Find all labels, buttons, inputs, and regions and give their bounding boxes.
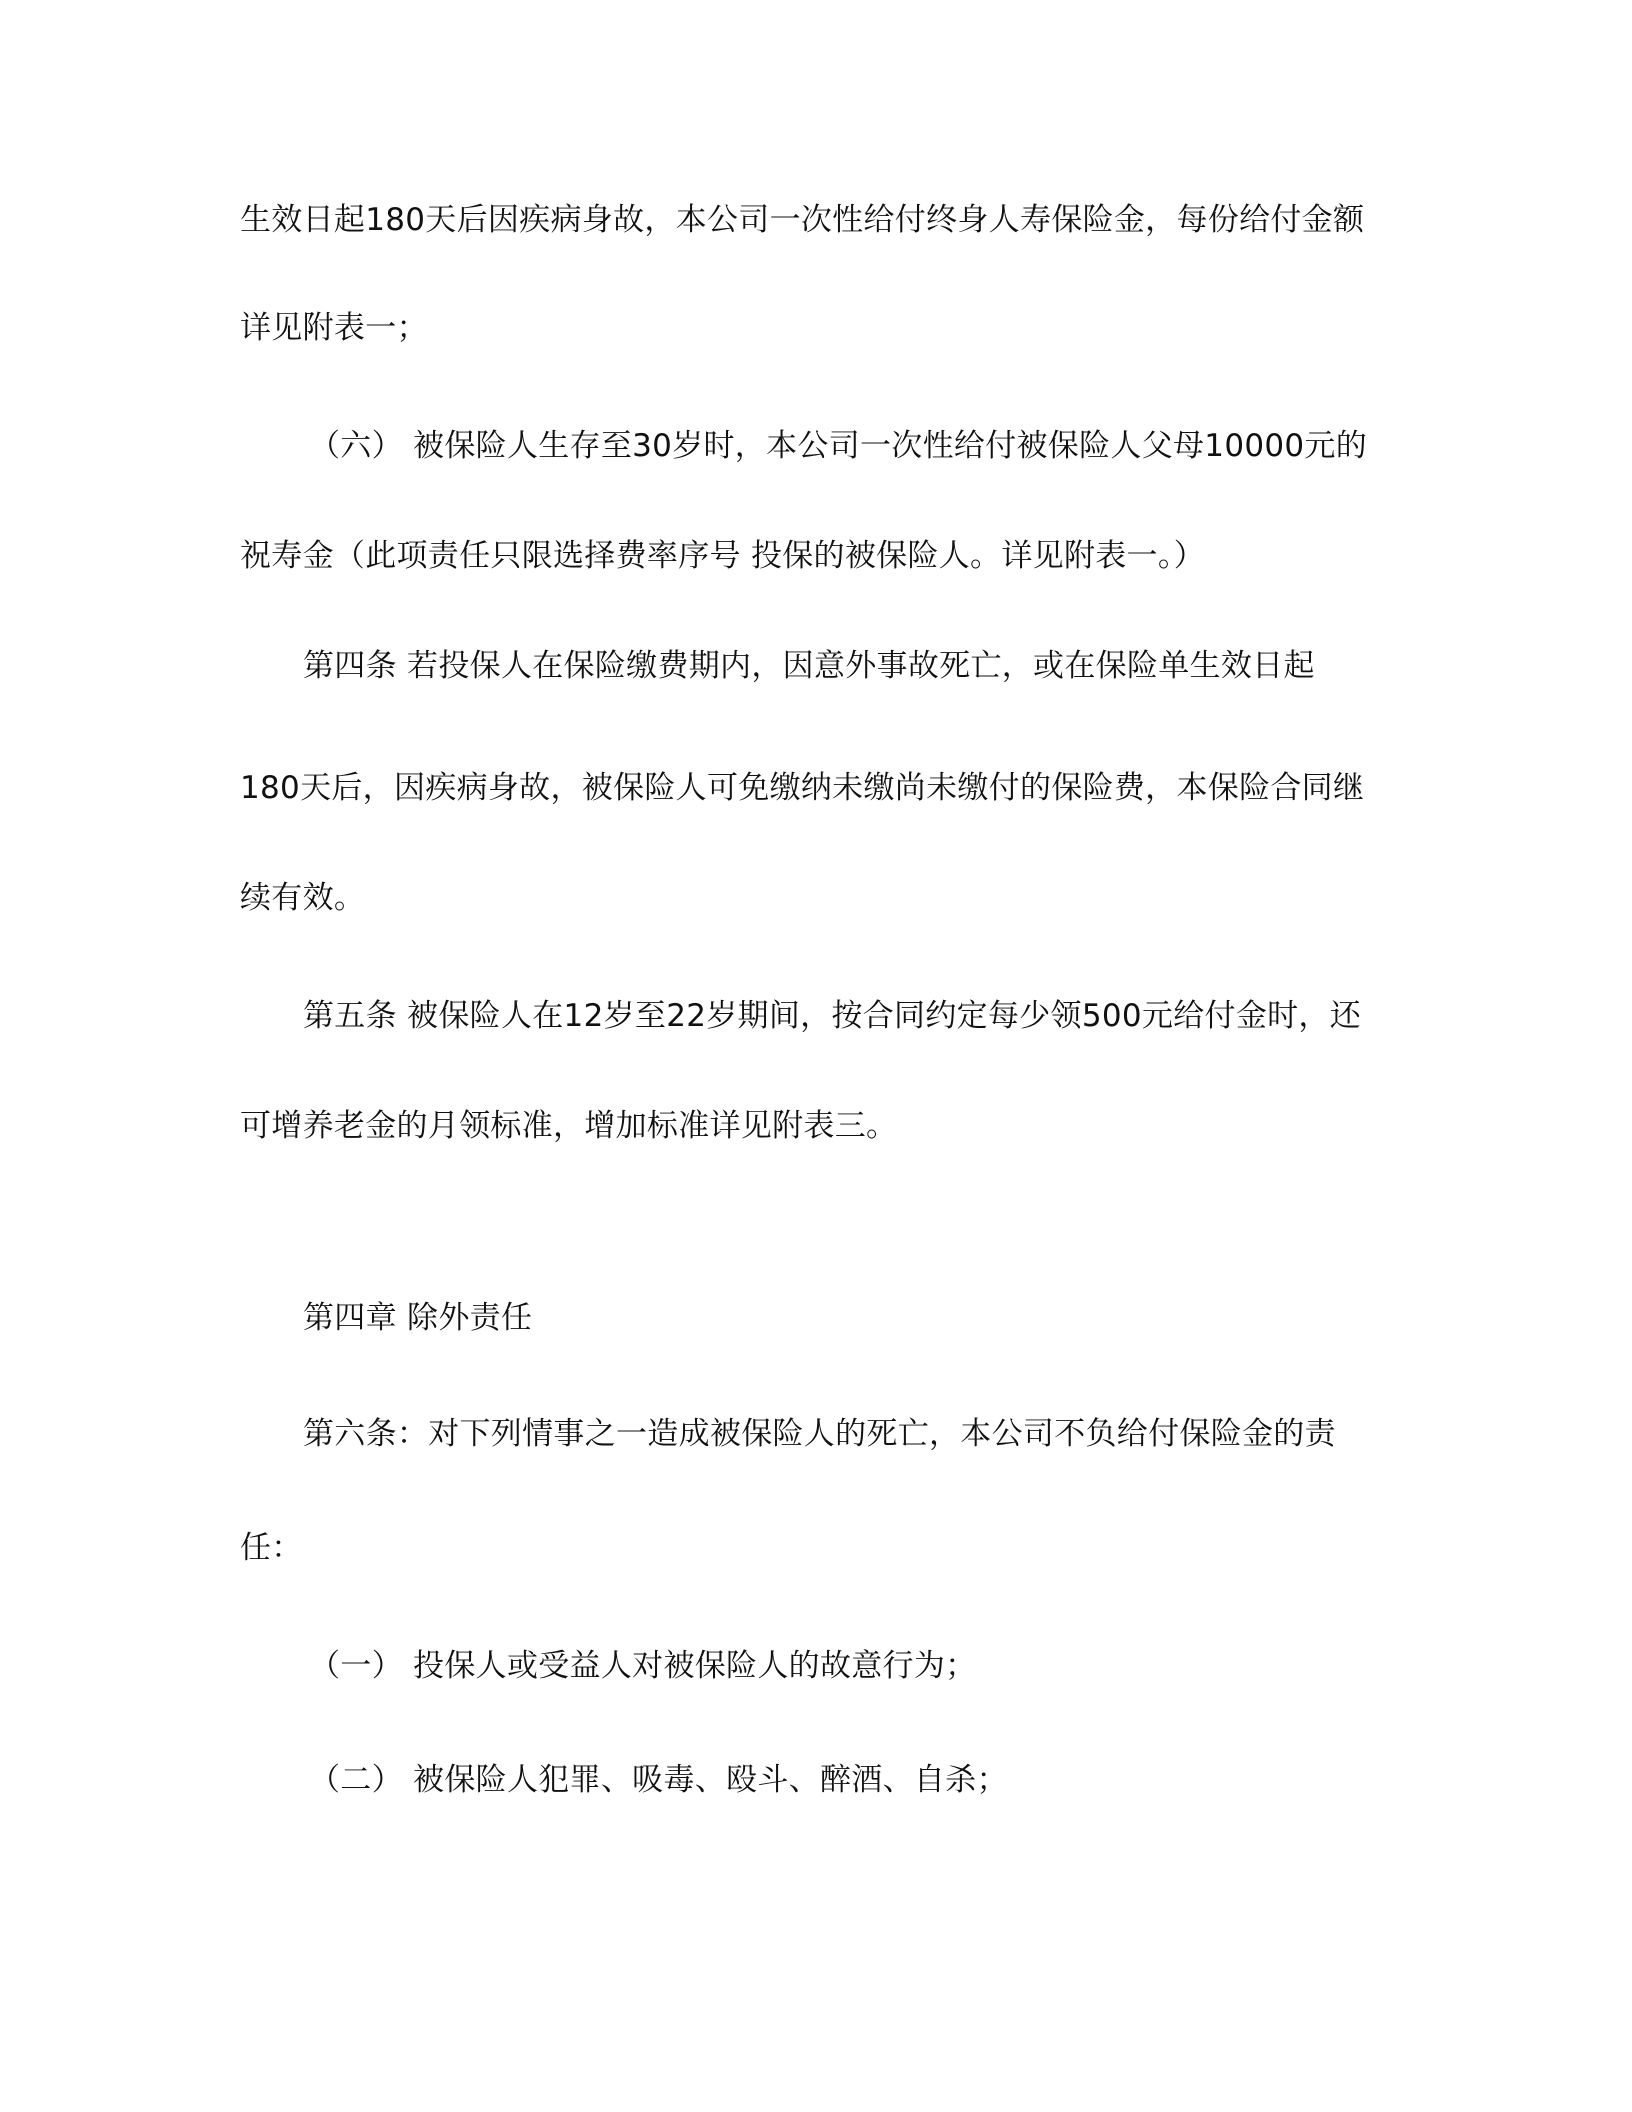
text-line-12: 任： [240, 1530, 303, 1566]
text-line-11: 第六条：对下列情事之一造成被保险人的死亡，本公司不负给付保险金的责 [303, 1416, 1336, 1452]
text-line-7: 续有效。 [240, 880, 366, 916]
chapter-heading: 第四章 除外责任 [303, 1300, 533, 1336]
text-line-9: 可增养老金的月领标准，增加标准详见附表三。 [240, 1108, 898, 1144]
text-line-3: （六） 被保险人生存至30岁时，本公司一次性给付被保险人父母10000元的 [309, 428, 1368, 464]
text-line-1: 生效日起180天后因疾病身故，本公司一次性给付终身人寿保险金，每份给付金额 [240, 202, 1365, 238]
text-line-4: 祝寿金（此项责任只限选择费率序号 投保的被保险人。详见附表一。） [240, 538, 1205, 574]
text-line-6: 180天后，因疾病身故，被保险人可免缴纳未缴尚未缴付的保险费，本保险合同继 [240, 770, 1365, 806]
text-line-14: （二） 被保险人犯罪、吸毒、殴斗、醉酒、自杀； [309, 1762, 1008, 1798]
text-line-5: 第四条 若投保人在保险缴费期内，因意外事故死亡，或在保险单生效日起 [303, 648, 1315, 684]
text-line-13: （一） 投保人或受益人对被保险人的故意行为； [309, 1648, 977, 1684]
text-line-2: 详见附表一； [240, 310, 428, 346]
text-line-8: 第五条 被保险人在12岁至22岁期间，按合同约定每少领500元给付金时，还 [303, 998, 1362, 1034]
